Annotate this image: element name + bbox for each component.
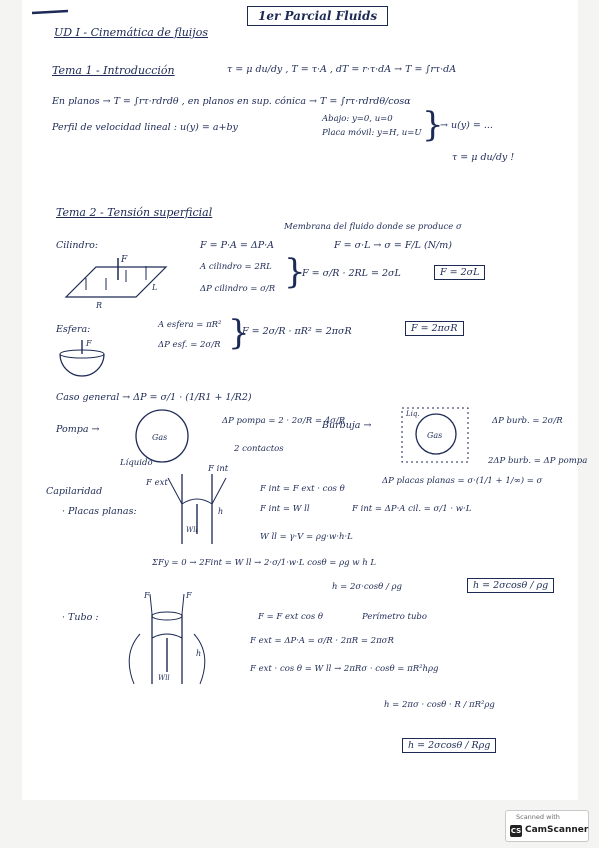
liquido-label: Líquido	[120, 458, 153, 468]
cil-dp: ΔP cilindro = σ/R	[200, 284, 276, 294]
corner-dash	[32, 8, 72, 18]
tema1-heading: Tema 1 - Introducción	[52, 64, 175, 77]
placas-fint: F int	[208, 464, 229, 474]
burbuja-label: Burbuja →	[322, 420, 372, 431]
cil-result: F = σ/R · 2RL = 2σL	[302, 268, 401, 279]
svg-text:Gas: Gas	[427, 431, 443, 440]
tubo-t2note: Perímetro tubo	[362, 612, 427, 622]
scanned-with-text: Scanned with	[516, 813, 560, 821]
cap-h-eq: h = 2σ·cosθ / ρg	[332, 582, 402, 592]
tema1-eq-intro: τ = μ du/dy , T = τ·A , dT = r·τ·dA → T = ∫rτ·dA	[227, 64, 457, 75]
svg-text:L: L	[152, 283, 158, 292]
cap-eq4: ΔP placas planas = σ·(1/1 + 1/∞) = σ	[382, 476, 543, 486]
tema1-brace: }	[422, 105, 444, 145]
camscanner-brand: CamScanner	[525, 825, 589, 835]
capilaridad-heading: Capilaridad	[46, 486, 103, 497]
tema1-polar-line: En planos → T = ∫rτ·rdrdθ , en planos en sup. cónica → T = ∫rτ·rdrdθ/cosα	[52, 96, 411, 107]
tema2-heading: Tema 2 - Tensión superficial	[56, 206, 213, 219]
placas-diagram	[162, 464, 242, 554]
placas-fext: F ext	[146, 478, 168, 488]
pompa-bubble-diagram	[132, 406, 192, 466]
cap-h-box: h = 2σcosθ / ρg	[467, 578, 554, 593]
cap-eq3: F int = ΔP·A cil. = σ/1 · w·L	[352, 504, 472, 514]
svg-text:Wll: Wll	[158, 674, 170, 682]
svg-text:Liq.: Liq.	[406, 410, 420, 418]
camscanner-watermark	[505, 810, 589, 842]
pompa-eq: ΔP pompa = 2 · 2σ/R = 4σ/R	[222, 416, 346, 426]
svg-text:F: F	[144, 591, 150, 600]
tema1-tau: τ = μ du/dy !	[452, 152, 515, 163]
cap-sum: ΣFy = 0 → 2Fint = W ll → 2·σ/1·w·L cosθ = ρg w h L	[152, 558, 377, 568]
tubo-diagram	[122, 591, 212, 694]
svg-text:h: h	[196, 649, 202, 658]
burbuja-diagram	[400, 404, 470, 464]
cil-force: F = P·A = ΔP·A	[200, 240, 274, 251]
tubo-t1: F = F ext cos θ	[258, 612, 324, 622]
cap-eq1: F int = F ext · cos θ	[260, 484, 345, 494]
tema1-bc1: Abajo: y=0, u=0	[322, 114, 393, 124]
esf-result: F = 2σ/R · πR² = 2πσR	[242, 326, 352, 337]
burbuja-eq: ΔP burb. = 2σ/R	[492, 416, 563, 426]
tema1-profile: Perfil de velocidad lineal : u(y) = a+by	[52, 122, 238, 133]
esfera-label: Esfera:	[56, 324, 91, 335]
unit-heading: UD I - Cinemática de fluijos	[54, 26, 208, 39]
cil-box: F = 2σL	[434, 265, 485, 280]
two-surfaces: 2 contactos	[234, 444, 284, 454]
general-case: Caso general → ΔP = σ/1 · (1/R1 + 1/R2)	[56, 392, 252, 403]
tema1-bc2: Placa móvil: y=H, u=U	[322, 128, 422, 138]
svg-text:F: F	[186, 591, 192, 600]
svg-text:R: R	[96, 301, 103, 310]
tubo-t4: h = 2πσ · cosθ · R / πR²ρg	[384, 700, 495, 710]
esf-dp: ΔP esf. = 2σ/R	[158, 340, 221, 350]
esf-brace: }	[228, 313, 250, 353]
cil-sigma: F = σ·L → σ = F/L (N/m)	[334, 240, 452, 251]
cilindro-label: Cilindro:	[56, 240, 99, 251]
esf-box: F = 2πσR	[405, 321, 464, 336]
membrane-note: Membrana del fluido donde se produce σ	[284, 222, 462, 232]
svg-text:F: F	[86, 339, 92, 348]
tubo-box: h = 2σcosθ / Rρg	[402, 738, 496, 753]
placas-label: · Placas planas:	[62, 506, 137, 517]
svg-text:F: F	[121, 255, 128, 265]
cylinder-sheet-diagram	[66, 252, 176, 312]
notes-page	[22, 0, 588, 800]
svg-text:h: h	[218, 507, 224, 516]
tubo-t2: F ext = ΔP·A = σ/R · 2πR = 2πσR	[250, 636, 394, 646]
tubo-label: · Tubo :	[62, 612, 99, 623]
svg-text:Gas: Gas	[152, 433, 168, 442]
tema1-result: → u(y) = ...	[440, 120, 493, 131]
cap-eq2: F int = W ll	[260, 504, 310, 514]
burbuja-rel: 2ΔP burb. = ΔP pompa	[488, 456, 588, 466]
tubo-t3: F ext · cos θ = W ll → 2πRσ · cosθ = πR²hρg	[250, 664, 439, 674]
svg-text:Wll: Wll	[186, 526, 198, 534]
page-title: 1er Parcial Fluids	[247, 6, 388, 26]
camscanner-logo-icon: CS	[510, 827, 522, 835]
esf-area: A esfera = πR²	[158, 320, 222, 330]
cil-brace: }	[284, 252, 306, 292]
cil-area: A cilindro = 2RL	[200, 262, 272, 272]
pompa-label: Pompa →	[56, 424, 100, 435]
hemisphere-diagram	[58, 340, 108, 380]
cap-wll: W ll = γ·V = ρg·w·h·L	[260, 532, 353, 542]
